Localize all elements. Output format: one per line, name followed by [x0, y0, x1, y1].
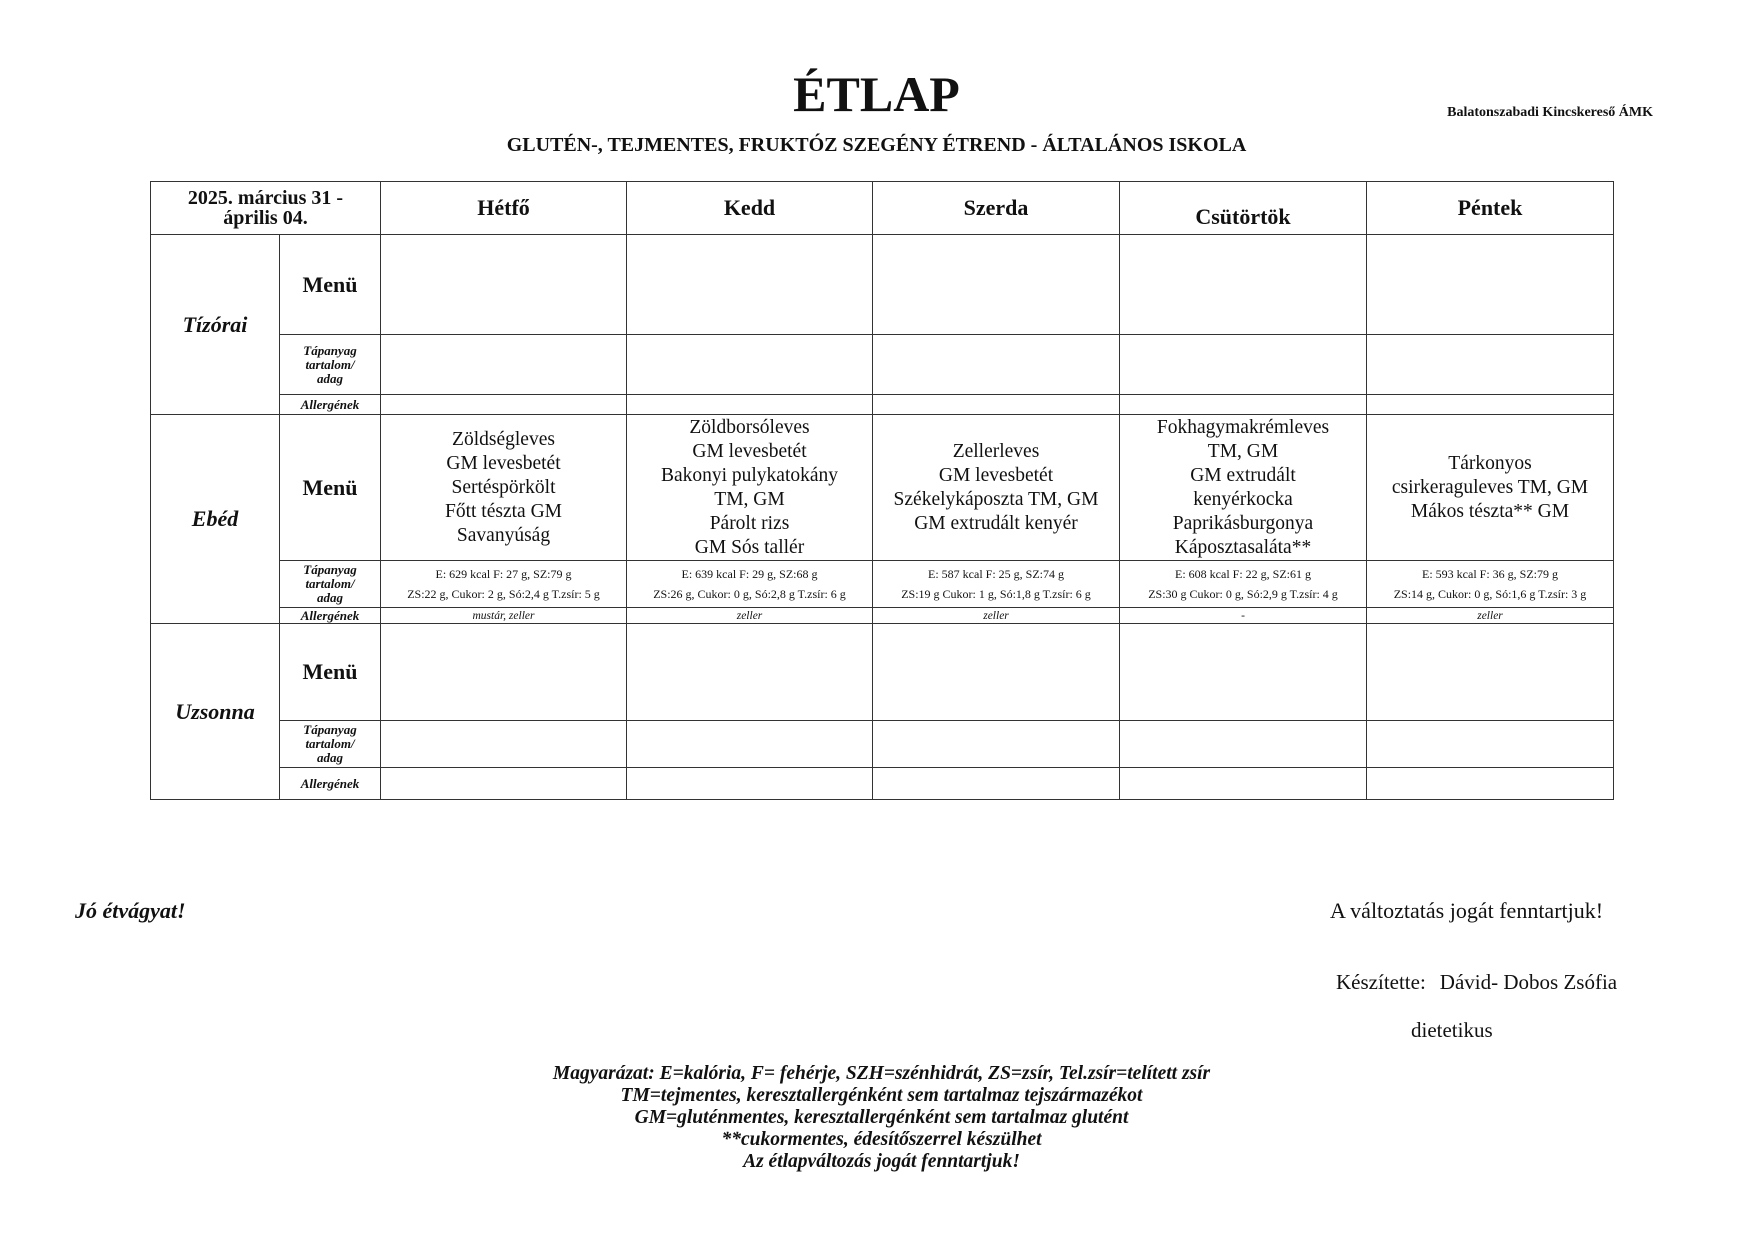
- dish-item: GM Sós tallér: [694, 536, 805, 558]
- meal-label-ebed: Ebéd: [151, 415, 280, 624]
- day-header-tuesday: Kedd: [627, 182, 873, 235]
- dish-list-wednesday: [873, 415, 1120, 561]
- nutrition-tuesday: [627, 561, 873, 608]
- nutrition-wednesday: [873, 561, 1120, 608]
- row-label-nutrition: [280, 561, 381, 608]
- tizorai-menu-row: [151, 235, 1614, 335]
- dish-item: GM levesbetét: [446, 452, 561, 474]
- dish-item: Főtt tészta GM: [445, 500, 562, 522]
- author-role: dietetikus: [1411, 1018, 1493, 1042]
- legend-line: GM=gluténmentes, keresztallergénként sem tartalmaz glutént: [634, 1107, 1129, 1128]
- nutrition-label-line: tartalom/: [305, 356, 355, 372]
- day-header-wednesday: Szerda: [873, 182, 1120, 235]
- dish-item: Zöldborsóleves: [689, 416, 810, 438]
- ebed-nutrition-row: [151, 561, 1614, 608]
- nutrition-cell: [873, 335, 1120, 395]
- allergen-cell: [627, 768, 873, 800]
- allergen-cell: [873, 768, 1120, 800]
- nutrition-label-line: Tápanyag: [303, 562, 357, 577]
- legend-line: **cukormentes, édesítőszerrel készülhet: [721, 1129, 1042, 1150]
- allergen-cell: [1120, 395, 1367, 415]
- nutrition-cell: [1367, 335, 1614, 395]
- allergen-cell: [381, 395, 627, 415]
- page-title: ÉTLAP: [793, 66, 960, 122]
- date-line-1: 2025. március 31 -: [187, 187, 344, 209]
- dish-item: Tárkonyos: [1448, 452, 1532, 474]
- allergens-tuesday: zeller: [627, 608, 873, 624]
- nutrition-cell: [873, 721, 1120, 768]
- page-subtitle: GLUTÉN-, TEJMENTES, FRUKTÓZ SZEGÉNY ÉTREND - ÁLTALÁNOS ISKOLA: [506, 134, 1247, 156]
- uzsonna-menu-row: [151, 624, 1614, 721]
- row-label-allergens: Allergének: [280, 768, 381, 800]
- nutrition-line: ZS:19 g Cukor: 1 g, Só:1,8 g T.zsír: 6 g: [901, 587, 1091, 601]
- nutrition-label-line: Tápanyag: [303, 342, 357, 358]
- row-label-menu: Menü: [280, 624, 381, 721]
- nutrition-line: ZS:22 g, Cukor: 2 g, Só:2,4 g T.zsír: 5 g: [407, 587, 600, 601]
- nutrition-label-line: adag: [317, 590, 343, 605]
- dish-item: Káposztasaláta**: [1174, 536, 1312, 558]
- meal-label-tizorai: Tízórai: [151, 235, 280, 415]
- nutrition-line: ZS:14 g, Cukor: 0 g, Só:1,6 g T.zsír: 3 g: [1393, 587, 1587, 601]
- nutrition-line: E: 608 kcal F: 22 g, SZ:61 g: [1175, 567, 1311, 581]
- greeting: Jó étvágyat!: [75, 898, 186, 923]
- dish-item: Paprikásburgonya: [1172, 512, 1314, 534]
- nutrition-label-line: adag: [317, 750, 343, 765]
- legend-line: Magyarázat: E=kalória, F= fehérje, SZH=szénhidrát, ZS=zsír, Tel.zsír=telített zsír: [552, 1063, 1211, 1084]
- tizorai-allergen-row: [151, 395, 1614, 415]
- nutrition-cell: [1367, 721, 1614, 768]
- dish-item: GM levesbetét: [692, 440, 807, 462]
- menu-cell: [627, 235, 873, 335]
- nutrition-label-line: Tápanyag: [303, 722, 357, 737]
- allergen-cell: [381, 768, 627, 800]
- nutrition-cell: [1120, 721, 1367, 768]
- row-label-nutrition: [280, 721, 381, 768]
- dish-item: Zöldségleves: [452, 428, 555, 450]
- ebed-allergen-row: [151, 608, 1614, 624]
- menu-table: [150, 181, 1614, 800]
- allergen-cell: [1120, 768, 1367, 800]
- day-header-monday: Hétfő: [381, 182, 627, 235]
- nutrition-cell: [1120, 335, 1367, 395]
- day-header-friday: Péntek: [1367, 182, 1614, 235]
- menu-cell: [627, 624, 873, 721]
- dish-item: csirkeraguleves TM, GM: [1391, 476, 1589, 498]
- nutrition-cell: [627, 335, 873, 395]
- menu-cell: [1120, 624, 1367, 721]
- nutrition-line: E: 593 kcal F: 36 g, SZ:79 g: [1422, 567, 1558, 581]
- dish-item: GM extrudált: [1190, 464, 1296, 486]
- dish-item: GM extrudált kenyér: [914, 512, 1078, 534]
- dish-item: Párolt rizs: [709, 512, 790, 534]
- dish-item: kenyérkocka: [1193, 488, 1293, 510]
- dish-item: TM, GM: [1207, 440, 1279, 462]
- nutrition-line: E: 639 kcal F: 29 g, SZ:68 g: [681, 567, 818, 581]
- tizorai-nutrition-row: [151, 335, 1614, 395]
- menu-cell: [1367, 624, 1614, 721]
- row-label-allergens: Allergének: [280, 608, 381, 624]
- menu-cell: [873, 235, 1120, 335]
- dish-list-thursday: [1120, 415, 1367, 561]
- menu-cell: [381, 235, 627, 335]
- dish-item: TM, GM: [714, 488, 785, 510]
- menu-cell: [1120, 235, 1367, 335]
- ebed-menu-row: [151, 415, 1614, 561]
- uzsonna-nutrition-row: [151, 721, 1614, 768]
- allergen-cell: [873, 395, 1120, 415]
- dish-list-friday: [1367, 415, 1614, 561]
- dish-item: Mákos tészta** GM: [1410, 500, 1570, 522]
- dish-item: Bakonyi pulykatokány: [660, 464, 839, 486]
- dish-item: Fokhagymakrémleves: [1156, 416, 1330, 438]
- allergen-cell: [1367, 768, 1614, 800]
- nutrition-cell: [627, 721, 873, 768]
- row-label-allergens: Allergének: [280, 395, 381, 415]
- nutrition-line: ZS:30 g Cukor: 0 g, Só:2,9 g T.zsír: 4 g: [1148, 587, 1338, 601]
- institution-name: Balatonszabadi Kincskereső ÁMK: [1447, 105, 1653, 120]
- dish-list-monday: [381, 415, 627, 561]
- date-line-2: április 04.: [223, 207, 308, 229]
- allergens-thursday: -: [1120, 608, 1367, 624]
- header-row: [151, 182, 1614, 235]
- dish-list-tuesday: [627, 415, 873, 561]
- nutrition-label-line: tartalom/: [305, 576, 355, 591]
- date-range: [151, 182, 381, 235]
- legend-line: Az étlapváltozás jogát fenntartjuk!: [743, 1151, 1020, 1172]
- dish-item: Zellerleves: [952, 440, 1040, 462]
- allergens-wednesday: zeller: [873, 608, 1120, 624]
- dish-item: Székelykáposzta TM, GM: [893, 488, 1099, 510]
- legend-line: TM=tejmentes, keresztallergénként sem tartalmaz tejszármazékot: [620, 1085, 1143, 1106]
- nutrition-label-line: adag: [317, 370, 343, 386]
- menu-cell: [381, 624, 627, 721]
- nutrition-line: E: 587 kcal F: 25 g, SZ:74 g: [928, 567, 1064, 581]
- uzsonna-allergen-row: [151, 768, 1614, 800]
- prepared-by: [1336, 970, 1617, 995]
- nutrition-cell: [381, 335, 627, 395]
- nutrition-thursday: [1120, 561, 1367, 608]
- nutrition-monday: [381, 561, 627, 608]
- nutrition-friday: [1367, 561, 1614, 608]
- dish-item: GM levesbetét: [938, 464, 1054, 486]
- menu-cell: [873, 624, 1120, 721]
- prepared-by-label: Készítette:: [1336, 970, 1426, 994]
- dish-item: Sertéspörkölt: [451, 476, 556, 498]
- rights-reserved-note: A változtatás jogát fenntartjuk!: [1330, 898, 1604, 923]
- nutrition-label-line: tartalom/: [305, 736, 355, 751]
- nutrition-line: E: 629 kcal F: 27 g, SZ:79 g: [435, 567, 572, 581]
- meal-label-uzsonna: Uzsonna: [151, 624, 280, 800]
- row-label-menu: Menü: [280, 415, 381, 561]
- menu-cell: [1367, 235, 1614, 335]
- allergen-cell: [627, 395, 873, 415]
- legend: [0, 1063, 1753, 1173]
- prepared-by-name: Dávid- Dobos Zsófia: [1439, 970, 1618, 994]
- row-label-nutrition: [280, 335, 381, 395]
- allergen-cell: [1367, 395, 1614, 415]
- day-header-thursday: Csütörtök: [1120, 182, 1367, 235]
- allergens-friday: zeller: [1367, 608, 1614, 624]
- allergens-monday: mustár, zeller: [381, 608, 627, 624]
- row-label-menu: Menü: [280, 235, 381, 335]
- nutrition-cell: [381, 721, 627, 768]
- nutrition-line: ZS:26 g, Cukor: 0 g, Só:2,8 g T.zsír: 6 g: [653, 587, 846, 601]
- dish-item: Savanyúság: [456, 524, 551, 546]
